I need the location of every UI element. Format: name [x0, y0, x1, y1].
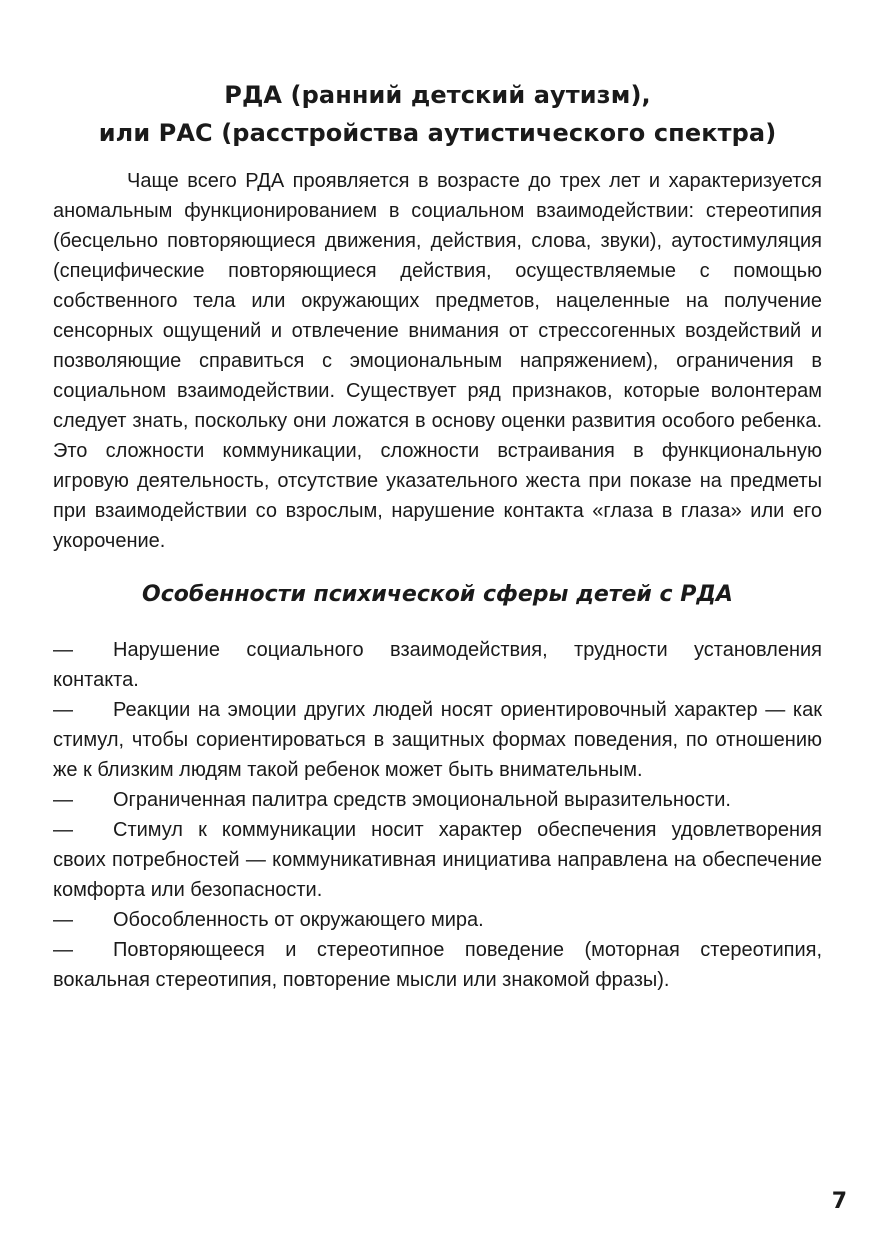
- list-item-text: Реакции на эмоции других людей носят ориентировочный характер — как стимул, чтобы сориентироваться в защитных формах поведения, по отношению же к близким людям такой ребенок может быть внимательным.: [53, 699, 822, 781]
- intro-paragraph: Чаще всего РДА проявляется в возрасте до трех лет и характеризуется аномальным функционированием в социальном взаимодействии: стереотипия (бесцельно повторяющиеся движения, действия, слова, звуки), аутостимуляция (специфические повторяющиеся действия, осуществляемые с помощью собственного тела или окружающих предметов, нацеленные на получение сенсорных ощущений и отвлечение внимания от стрессогенных воздействий и позволяющие справиться с эмоциональным напряжением), ограничения в социальном взаимодействии. Существует ряд признаков, которые волонтерам следует знать, поскольку они ложатся в основу оценки развития особого ребенка. Это сложности коммуникации, сложности встраивания в функциональную игровую деятельность, отсутствие указательного жеста при показе на предметы при взаимодействии со взрослым, нарушение контакта «глаза в глаза» или его укорочение.: [53, 170, 822, 552]
- list-item-text: Стимул к коммуникации носит характер обеспечения удовлетворения своих потребностей — коммуникативная инициатива направлена на обеспечение комфорта или безопасности.: [53, 819, 822, 901]
- list-item-text: Повторяющееся и стереотипное поведение (моторная стереотипия, вокальная стереотипия, повторение мысли или знакомой фразы).: [53, 939, 822, 991]
- page-content: [53, 76, 822, 995]
- list-item: [53, 695, 822, 785]
- page-title-line-1: РДА (ранний детский аутизм),: [224, 81, 651, 109]
- section-title: Особенности психической сферы детей с РДА: [142, 582, 733, 607]
- list-item-text: Ограниченная палитра средств эмоциональной выразительности.: [113, 789, 731, 811]
- page-title-line-2: или РАС (расстройства аутистического спектра): [98, 119, 777, 147]
- list-dash: —: [53, 939, 73, 961]
- list-dash: —: [53, 819, 73, 841]
- list-dash: —: [53, 789, 73, 811]
- list-item-text: Нарушение социального взаимодействия, трудности установления контакта.: [53, 639, 822, 691]
- list-item: [53, 815, 822, 905]
- page-title: [53, 76, 822, 152]
- page-number: 7: [831, 1189, 847, 1214]
- list-dash: —: [53, 639, 73, 661]
- list-item: [53, 905, 822, 935]
- list-item: [53, 635, 822, 695]
- list-dash: —: [53, 699, 73, 721]
- list-item-text: Обособленность от окружающего мира.: [113, 909, 484, 931]
- list-item: [53, 935, 822, 995]
- list-item: [53, 785, 822, 815]
- list-dash: —: [53, 909, 73, 931]
- features-list: [53, 635, 822, 995]
